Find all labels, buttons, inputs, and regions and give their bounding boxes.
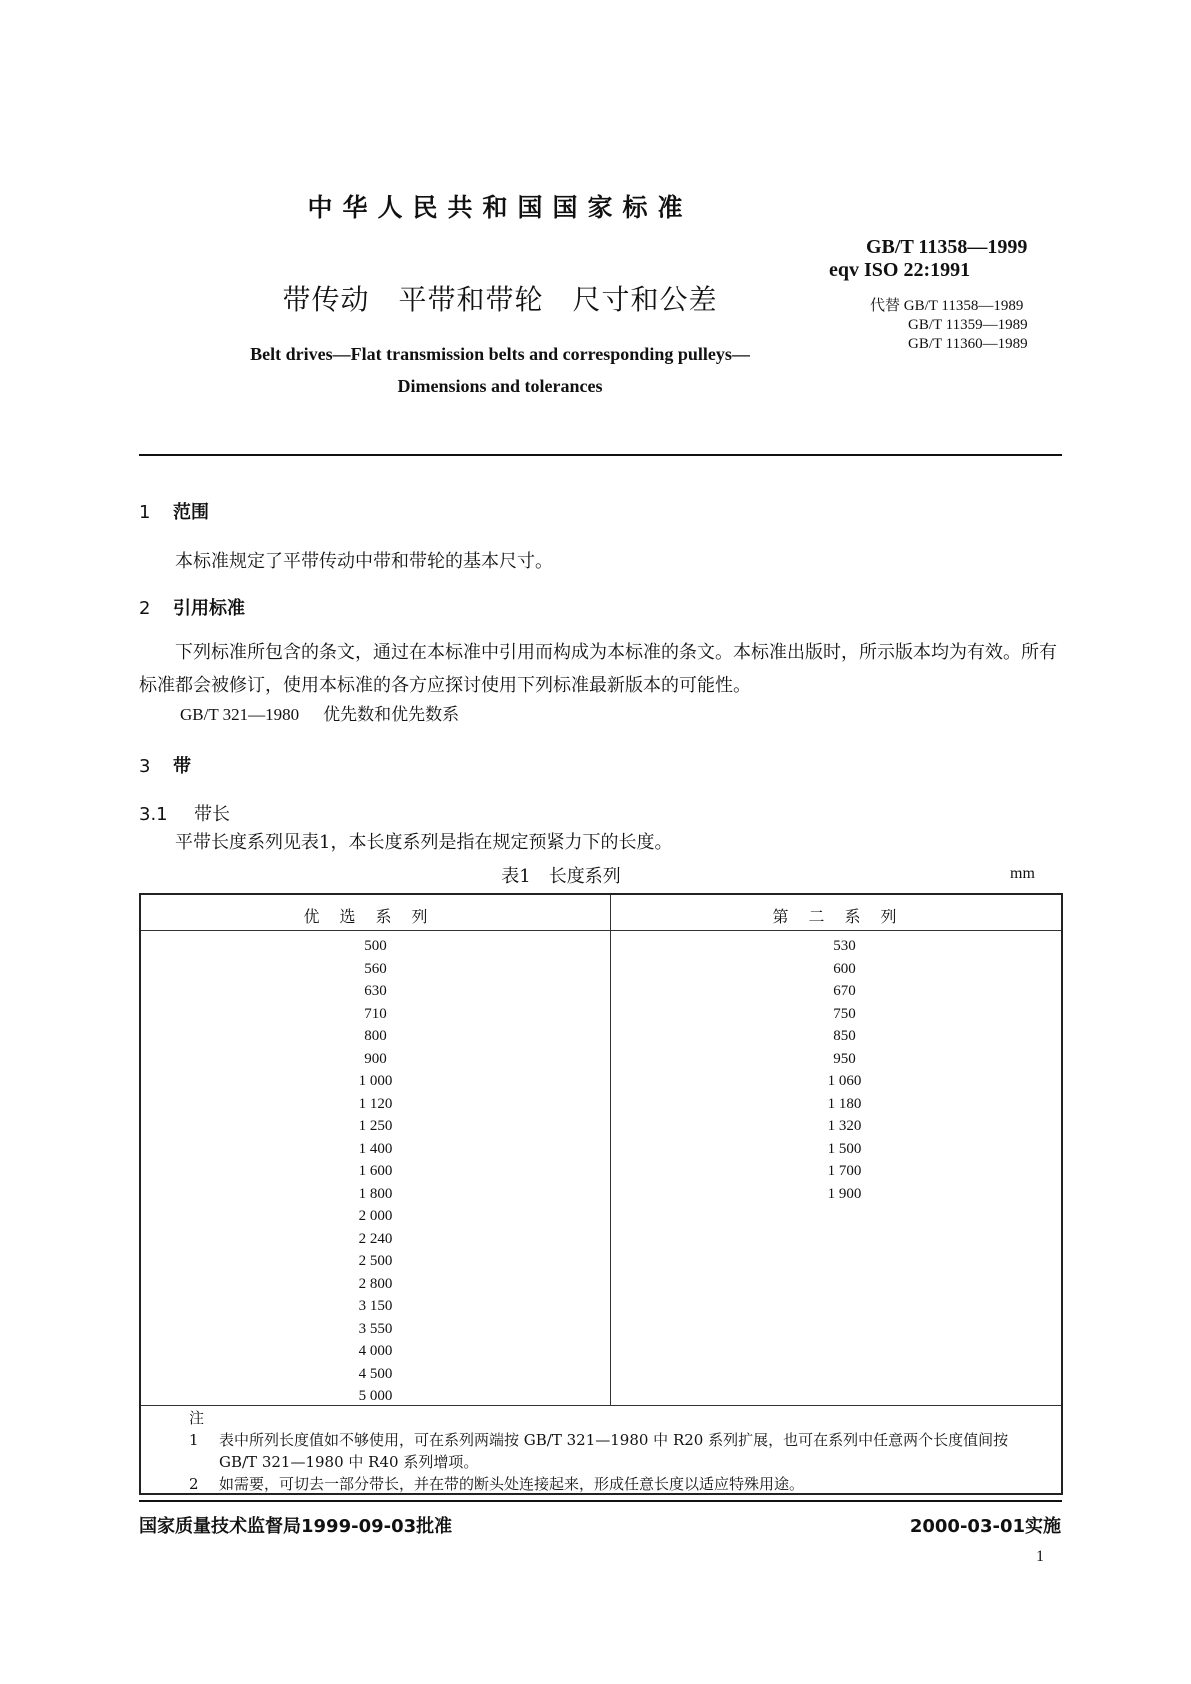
reference-code: GB/T 321—1980 bbox=[180, 705, 300, 724]
note-text: 表中所列长度值如不够使用，可在系列两端按 GB/T 321—1980 中 R20 系列扩展，也可在系列中任意两个长度值间按 GB/T 321—1980 中 R40 系列增项。 bbox=[219, 1431, 1009, 1471]
table-cell: 1 800 bbox=[358, 1185, 393, 1202]
section-1-body: 本标准规定了平带传动中带和带轮的基本尺寸。 bbox=[175, 551, 553, 572]
table-cell: 950 bbox=[833, 1050, 856, 1067]
table-cell: 2 000 bbox=[358, 1208, 393, 1224]
equivalent-standard: eqv ISO 22:1991 bbox=[829, 259, 971, 281]
section-3-1-heading bbox=[139, 800, 230, 826]
note-text: 如需要，可切去一部分带长，并在带的断头处连接起来，形成任意长度以适应特殊用途。 bbox=[219, 1475, 805, 1493]
section-title: 带 bbox=[173, 756, 191, 777]
table-cell: 1 320 bbox=[827, 1118, 862, 1134]
table-cell: 2 500 bbox=[358, 1253, 393, 1269]
section-title: 引用标准 bbox=[173, 598, 245, 619]
table-cell: 900 bbox=[364, 1050, 387, 1067]
table-unit: mm bbox=[1010, 865, 1035, 882]
document-title-en bbox=[0, 338, 1000, 402]
second-series-column bbox=[610, 935, 1079, 1205]
section-2-body: 下列标准所包含的条文，通过在本标准中引用而构成为本标准的条文。本标准出版时，所示版本均为有效。所有标准都会被修订，使用本标准的各方应探讨使用下列标准最新版本的可能性。 bbox=[139, 642, 1057, 696]
header-row-divider bbox=[141, 930, 1061, 931]
note-item bbox=[189, 1473, 1049, 1495]
table-cell: 2 240 bbox=[358, 1230, 393, 1247]
table-cell: 1 250 bbox=[358, 1118, 393, 1134]
table-cell: 800 bbox=[364, 1028, 387, 1044]
table-cell: 3 150 bbox=[358, 1298, 393, 1314]
table-cell: 670 bbox=[833, 983, 856, 999]
section-2-heading bbox=[139, 594, 245, 620]
table-cell: 4 000 bbox=[358, 1343, 393, 1359]
table-cell: 1 180 bbox=[827, 1095, 862, 1112]
table-cell: 1 500 bbox=[827, 1140, 862, 1157]
approval-statement: 国家质量技术监督局1999-09-03批准 bbox=[139, 1516, 453, 1537]
section-3-1-body: 平带长度系列见表1，本长度系列是指在规定预紧力下的长度。 bbox=[175, 832, 673, 853]
section-number: 1 bbox=[139, 502, 151, 523]
note-number: 1 bbox=[189, 1431, 199, 1449]
table-cell: 530 bbox=[833, 938, 856, 954]
title-en-line1: Belt drives—Flat transmission belts and corresponding pulleys— bbox=[250, 344, 750, 364]
table-cell: 2 800 bbox=[358, 1275, 393, 1292]
column-header-preferred: 优选系列 bbox=[303, 907, 448, 926]
table-cell: 600 bbox=[833, 960, 856, 977]
section-number: 3 bbox=[139, 756, 151, 777]
note-item bbox=[189, 1429, 1049, 1473]
table-cell: 1 060 bbox=[827, 1073, 862, 1089]
section-title: 带长 bbox=[194, 804, 230, 825]
table-cell: 630 bbox=[364, 983, 387, 999]
table-cell: 5 000 bbox=[358, 1388, 393, 1404]
table-cell: 1 600 bbox=[358, 1163, 393, 1179]
section-number: 2 bbox=[139, 598, 151, 619]
table-cell: 3 550 bbox=[358, 1320, 393, 1337]
section-1-heading bbox=[139, 498, 209, 524]
national-standard-heading: 中华人民共和国国家标准 bbox=[307, 193, 693, 222]
section-title: 范围 bbox=[173, 502, 209, 523]
table-cell: 710 bbox=[364, 1005, 387, 1022]
table-cell: 500 bbox=[364, 938, 387, 954]
table-cell: 1 700 bbox=[827, 1163, 862, 1179]
table-cell: 560 bbox=[364, 960, 387, 977]
header-divider bbox=[139, 454, 1062, 456]
implementation-date: 2000-03-01实施 bbox=[909, 1516, 1061, 1537]
standard-number: GB/T 11358—1999 bbox=[866, 236, 1028, 258]
reference-title: 优先数和优先数系 bbox=[323, 705, 460, 725]
table-cell: 1 900 bbox=[827, 1185, 862, 1202]
footer-divider bbox=[139, 1500, 1062, 1502]
column-header-second: 第二系列 bbox=[772, 907, 917, 926]
document-title-cn: 带传动 平带和带轮 尺寸和公差 bbox=[282, 283, 718, 316]
table-cell: 4 500 bbox=[358, 1365, 393, 1382]
page-number: 1 bbox=[1036, 1548, 1044, 1565]
table-cell: 750 bbox=[833, 1005, 856, 1022]
table-caption: 表1 长度系列 bbox=[501, 866, 621, 887]
preferred-series-column bbox=[141, 935, 610, 1408]
note-label: 注 bbox=[189, 1409, 205, 1427]
note-number: 2 bbox=[189, 1475, 199, 1493]
table-notes bbox=[189, 1407, 1049, 1495]
table-cell: 1 000 bbox=[358, 1073, 393, 1089]
replaces-item: GB/T 11359—1989 bbox=[908, 317, 1028, 333]
replaces-item: GB/T 11360—1989 bbox=[908, 336, 1028, 352]
title-en-line2: Dimensions and tolerances bbox=[397, 376, 603, 396]
section-3-heading bbox=[139, 752, 191, 778]
section-number: 3.1 bbox=[139, 804, 168, 825]
table-cell: 1 400 bbox=[358, 1140, 393, 1157]
referenced-standard bbox=[180, 700, 459, 725]
table-cell: 1 120 bbox=[358, 1095, 393, 1112]
replaces-item: GB/T 11358—1989 bbox=[903, 298, 1024, 314]
length-series-table bbox=[139, 893, 1063, 1495]
replaces-label: 代替 bbox=[870, 298, 901, 314]
table-cell: 850 bbox=[833, 1028, 856, 1044]
